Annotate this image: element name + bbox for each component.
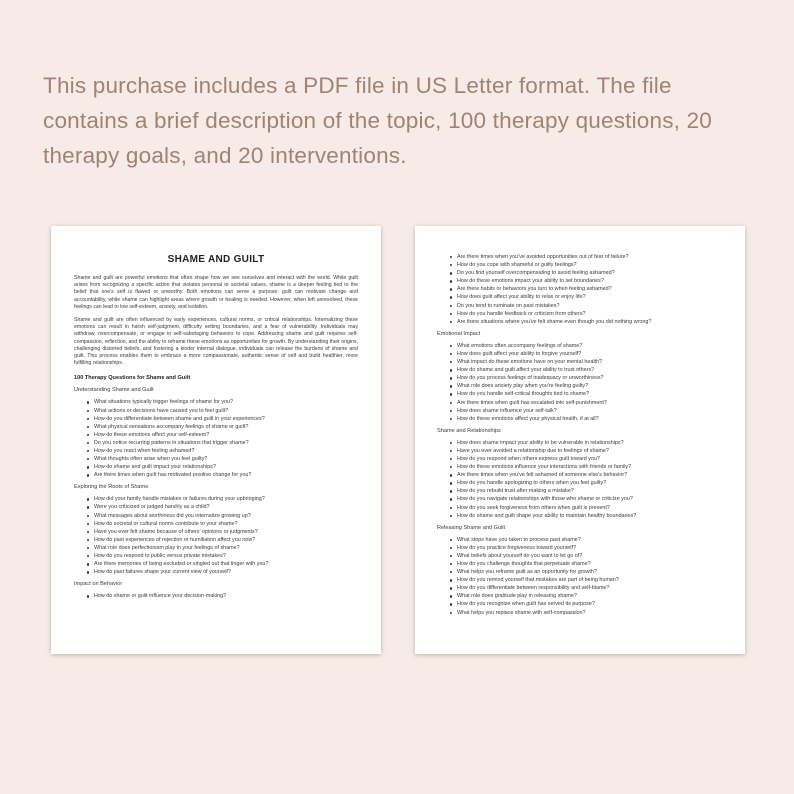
question-item: How do you differentiate between responsibility and self-blame? (457, 584, 723, 592)
section-heading: Understanding Shame and Guilt (74, 387, 154, 394)
question-item: How do you handle feedback or criticism from others? (457, 310, 723, 318)
intro-text: This purchase includes a PDF file in US Letter format. The file contains a brief description of the topic, 100 therapy questions, 20 therapy goals, and 20 interventions. (43, 73, 713, 168)
section-heading: Releasing Shame and Guilt (437, 524, 506, 531)
question-item: How do you process feelings of inadequacy or unworthiness? (457, 374, 723, 382)
question-item: What impact do these emotions have on your mental health? (457, 358, 723, 366)
question-item: Do you find yourself overcompensating to avoid feeling ashamed? (457, 269, 723, 277)
question-item: How does guilt affect your ability to forgive yourself? (457, 350, 723, 358)
section-heading: Emotional Impact (437, 330, 481, 337)
question-item: How do you rebuild trust after making a mistake? (457, 487, 723, 495)
question-item: What role does anxiety play when you're feeling guilty? (457, 382, 723, 390)
question-list (437, 439, 723, 520)
question-item: How do you remind yourself that mistakes are part of being human? (457, 576, 723, 584)
question-item: Have you ever felt shame because of others' opinions or judgments? (94, 528, 358, 536)
question-list (437, 342, 723, 423)
question-item: How does shame impact your ability to be vulnerable in relationships? (457, 439, 723, 447)
question-item: Are there situations where you've felt shame even though you did nothing wrong? (457, 318, 723, 326)
question-item: Are there times when guilt has motivated positive change for you? (94, 471, 358, 479)
question-item: How do societal or cultural norms contribute to your shame? (94, 520, 358, 528)
question-item: Do you notice recurring patterns in situations that trigger shame? (94, 439, 358, 447)
question-item: What helps you replace shame with self-compassion? (457, 609, 723, 617)
left-sections (74, 387, 358, 600)
question-item: Are there habits or behaviors you turn to when feeling ashamed? (457, 285, 723, 293)
section-heading: Impact on Behavior (74, 581, 123, 588)
question-item: How do shame and guilt shape your ability to maintain healthy boundaries? (457, 512, 723, 520)
question-item: Are there memories of being excluded or singled out that linger with you? (94, 560, 358, 568)
question-item: What actions or decisions have caused you to feel guilt? (94, 407, 358, 415)
question-item: How do past experiences of rejection or humiliation affect you now? (94, 536, 358, 544)
question-item: How do you handle apologizing to others when you feel guilty? (457, 479, 723, 487)
question-item: What messages about worthiness did you internalize growing up? (94, 512, 358, 520)
section-heading: Exploring the Roots of Shame (74, 484, 149, 491)
question-item: What situations typically trigger feelings of shame for you? (94, 398, 358, 406)
question-list (74, 398, 358, 479)
question-item: How do shame and guilt impact your relationships? (94, 463, 358, 471)
document-page-2 (415, 226, 745, 654)
question-item: How do you recognize when guilt has served its purpose? (457, 600, 723, 608)
question-item: How did your family handle mistakes or failures during your upbringing? (94, 495, 358, 503)
question-item: Are there times when guilt has escalated into self-punishment? (457, 399, 723, 407)
question-item: How do you handle self-critical thoughts tied to shame? (457, 390, 723, 398)
document-page-1 (51, 226, 381, 654)
question-item: What thoughts often arise when you feel guilty? (94, 455, 358, 463)
question-item: Are there times when you've felt ashamed of someone else's behavior? (457, 471, 723, 479)
question-item: How do you respond to public versus private mistakes? (94, 552, 358, 560)
question-item: How do these emotions impact your ability to set boundaries? (457, 277, 723, 285)
question-list (74, 495, 358, 576)
question-item: How do you react when feeling ashamed? (94, 447, 358, 455)
question-item: Do you tend to ruminate on past mistakes? (457, 302, 723, 310)
intro-paragraph-2: Shame and guilt are often influenced by early experiences, cultural norms, or critical relationships. Internalizing these emotions can result in harsh self-judgment, difficulty setting boundaries, and a fear of vulnerability. Individuals may withdraw, overcompensate, or engage in self-sabotaging behaviors to cope. Addressing shame and guilt requires self-compassion, reflection, and the ability to reframe these emotions as opportunities for growth. By understanding their origins, challenging distorted beliefs, and fostering a kinder internal dialogue, individuals can release the burdens of shame and guilt. This process enables them to embrace a more compassionate, authentic sense of self and build healthier, more fulfilling relationships. (74, 317, 358, 367)
question-item: Were you criticized or judged harshly as a child? (94, 503, 358, 511)
question-item: How do past failures shape your current view of yourself? (94, 568, 358, 576)
question-item: How do these emotions affect your physical health, if at all? (457, 415, 723, 423)
question-item: How do you seek forgiveness from others when guilt is present? (457, 504, 723, 512)
question-item: What role does perfectionism play in your feelings of shame? (94, 544, 358, 552)
question-list (437, 253, 723, 326)
section-heading: Shame and Relationships (437, 427, 501, 434)
question-item: How does shame influence your self-talk? (457, 407, 723, 415)
question-item: How do you challenge thoughts that perpetuate shame? (457, 560, 723, 568)
question-list (437, 536, 723, 617)
question-item: What physical sensations accompany feelings of shame or guilt? (94, 423, 358, 431)
question-item: How do shame or guilt influence your decision-making? (94, 592, 358, 600)
question-item: How do you respond when others express guilt toward you? (457, 455, 723, 463)
question-item: What steps have you taken to process past shame? (457, 536, 723, 544)
right-sections (437, 331, 723, 617)
question-item: How do you cope with shameful or guilty feelings? (457, 261, 723, 269)
question-item: Have you ever avoided a relationship due to feelings of shame? (457, 447, 723, 455)
question-item: What role does gratitude play in releasing shame? (457, 592, 723, 600)
intro-paragraph-1: Shame and guilt are powerful emotions that often shape how we see ourselves and interact with the world. While guilt arises from recognizing a specific action that violates personal or societal values, shame is a deeper feeling tied to the belief that one's self is flawed or unworthy. Both emotions can serve a purpose: guilt can motivate change and accountability, while shame can highlight areas where growth or healing is needed. However, when left unresolved, these feelings can lead to low self-esteem, anxiety, and isolation. (74, 275, 358, 310)
question-item: How do you differentiate between shame and guilt in your experiences? (94, 415, 358, 423)
question-item: Are there times when you've avoided opportunities out of fear of failure? (457, 253, 723, 261)
question-item: How do these emotions influence your interactions with friends or family? (457, 463, 723, 471)
question-item: How do shame and guilt affect your ability to trust others? (457, 366, 723, 374)
questions-title: 100 Therapy Questions for Shame and Guilt (74, 375, 191, 382)
question-item: How do you practice forgiveness toward yourself? (457, 544, 723, 552)
question-list (74, 592, 358, 600)
document-title: SHAME AND GUILT (167, 254, 265, 265)
question-item: What helps you reframe guilt as an opportunity for growth? (457, 568, 723, 576)
question-item: How do these emotions affect your self-esteem? (94, 431, 358, 439)
question-item: What beliefs about yourself do you want to let go of? (457, 552, 723, 560)
question-item: What emotions often accompany feelings of shame? (457, 342, 723, 350)
question-item: How do you navigate relationships with those who shame or criticize you? (457, 495, 723, 503)
question-item: How does guilt affect your ability to relax or enjoy life? (457, 293, 723, 301)
